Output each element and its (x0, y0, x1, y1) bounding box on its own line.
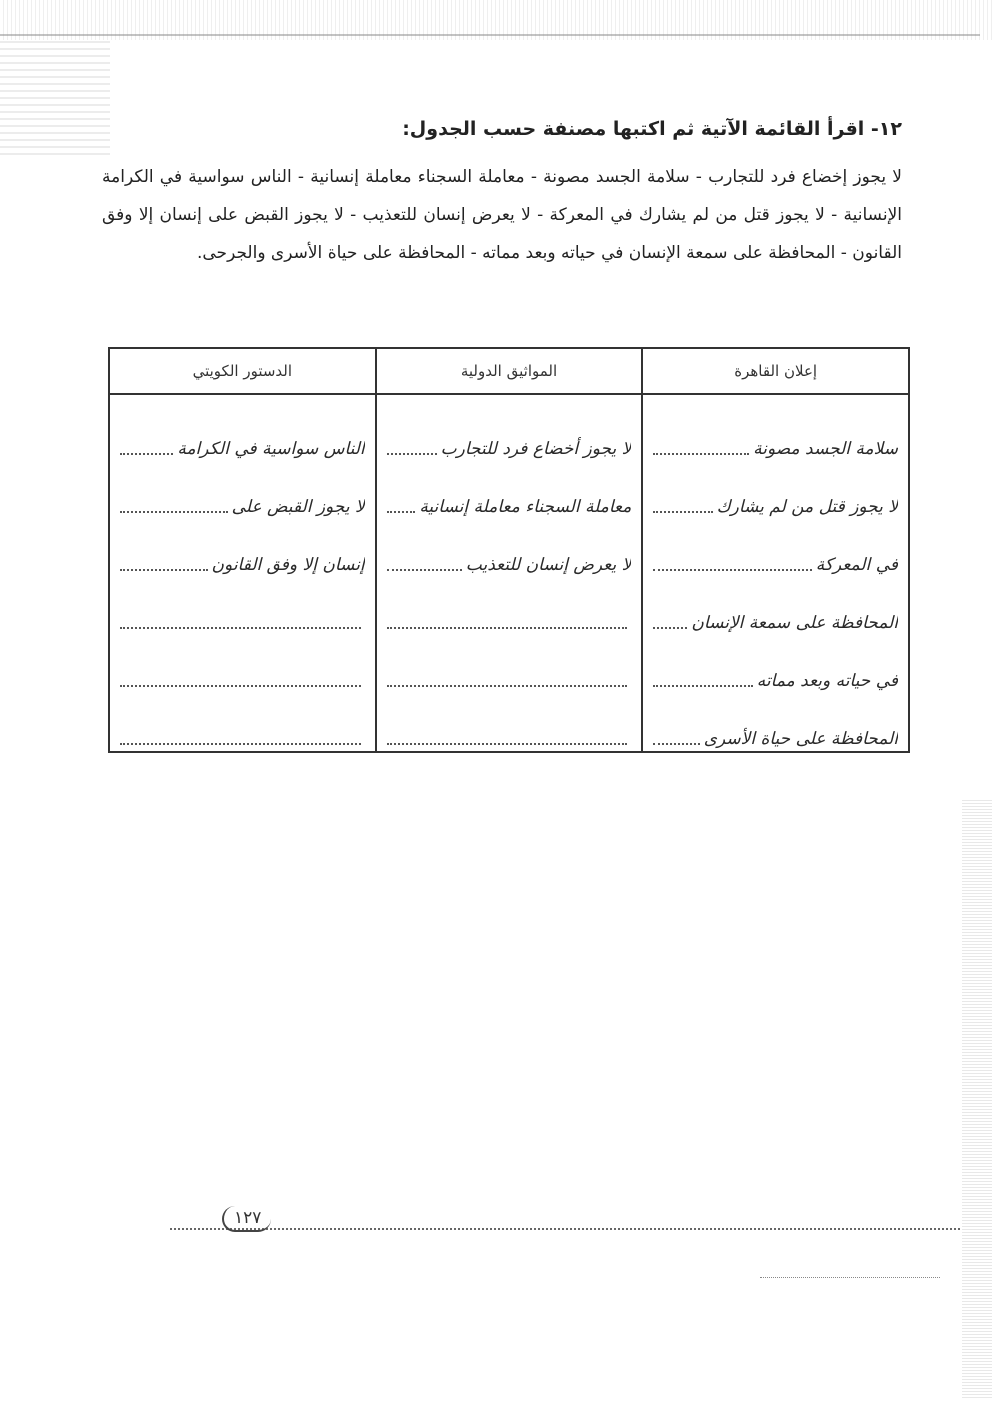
dotted-line (120, 627, 361, 629)
page-number: ١٢٧ (222, 1206, 271, 1232)
scan-line-top (0, 34, 980, 36)
answer-line[interactable] (653, 527, 898, 585)
header-kuwaiti-constitution: الدستور الكويتي (192, 362, 293, 380)
handwritten-answer: الناس سواسية في الكرامة (177, 439, 365, 459)
handwritten-answer: لا يجوز القبض على (231, 497, 365, 517)
scan-noise-left (0, 40, 110, 160)
dotted-line (120, 685, 361, 687)
footer-divider-small (760, 1277, 940, 1278)
header-cairo-declaration: إعلان القاهرة (641, 349, 908, 393)
answer-line[interactable] (653, 643, 898, 701)
dotted-line (387, 569, 462, 571)
dotted-line (387, 685, 628, 687)
answer-line[interactable] (120, 585, 365, 643)
dotted-line (387, 627, 628, 629)
answer-line[interactable] (120, 411, 365, 469)
dotted-line (387, 453, 437, 455)
handwritten-answer: المحافظة على حياة الأسرى (703, 729, 898, 749)
question-passage: لا يجوز إخضاع فرد للتجارب - سلامة الجسد مصونة - معاملة السجناء معاملة إنسانية - الناس سواسية في الكرامة الإنسانية - لا يجوز قتل من لم يشارك في المعركة - لا يعرض إنسان للتعذيب - لا يجوز القبض على إنسان إلا وفق القانون - المحافظة على سمعة الإنسان في حياته وبعد مماته - المحافظة على حياة الأسرى والجرحى. (102, 167, 902, 263)
dotted-line (653, 685, 752, 687)
column-kuwaiti-constitution (110, 395, 375, 753)
answer-line[interactable] (120, 469, 365, 527)
answer-line[interactable] (653, 411, 898, 469)
answer-line[interactable] (653, 585, 898, 643)
answer-line[interactable] (387, 643, 632, 701)
dotted-line (653, 627, 687, 629)
dotted-line (653, 511, 712, 513)
answer-line[interactable] (120, 643, 365, 701)
header-international-charters: المواثيق الدولية (375, 349, 642, 393)
column-cairo-declaration (641, 395, 908, 753)
dotted-line (387, 743, 628, 745)
handwritten-answer: معاملة السجناء معاملة إنسانية (419, 497, 632, 517)
dotted-line (387, 511, 416, 513)
classification-table (108, 347, 910, 753)
answer-line[interactable] (120, 527, 365, 585)
handwritten-answer: لا يجوز أخضاع فرد للتجارب (440, 439, 632, 459)
scan-noise-right (962, 800, 992, 1400)
footer-divider (170, 1228, 960, 1230)
column-international-charters (375, 395, 642, 753)
handwritten-answer: إنسان إلا وفق القانون (211, 555, 365, 575)
dotted-line (120, 453, 173, 455)
answer-line[interactable] (387, 527, 632, 585)
dotted-line (653, 453, 749, 455)
dotted-line (120, 511, 228, 513)
handwritten-answer: سلامة الجسد مصونة (753, 439, 898, 459)
handwritten-answer: لا يجوز قتل من لم يشارك (716, 497, 898, 517)
answer-line[interactable] (653, 701, 898, 759)
dotted-line (120, 569, 208, 571)
dotted-line (653, 743, 699, 745)
dotted-line (120, 743, 361, 745)
table-body (110, 395, 908, 753)
dotted-line (653, 569, 811, 571)
answer-line[interactable] (387, 469, 632, 527)
handwritten-answer: في المعركة (815, 555, 898, 575)
answer-line[interactable] (120, 701, 365, 759)
handwritten-answer: في حياته وبعد مماته (756, 671, 898, 691)
answer-line[interactable] (387, 411, 632, 469)
handwritten-answer: لا يعرض إنسان للتعذيب (465, 555, 632, 575)
question-title: ١٢- اقرأ القائمة الآتية ثم اكتبها مصنفة حسب الجدول: (402, 118, 902, 140)
answer-line[interactable] (387, 585, 632, 643)
handwritten-answer: المحافظة على سمعة الإنسان (691, 613, 898, 633)
answer-line[interactable] (653, 469, 898, 527)
answer-line[interactable] (387, 701, 632, 759)
table-header (110, 349, 908, 395)
